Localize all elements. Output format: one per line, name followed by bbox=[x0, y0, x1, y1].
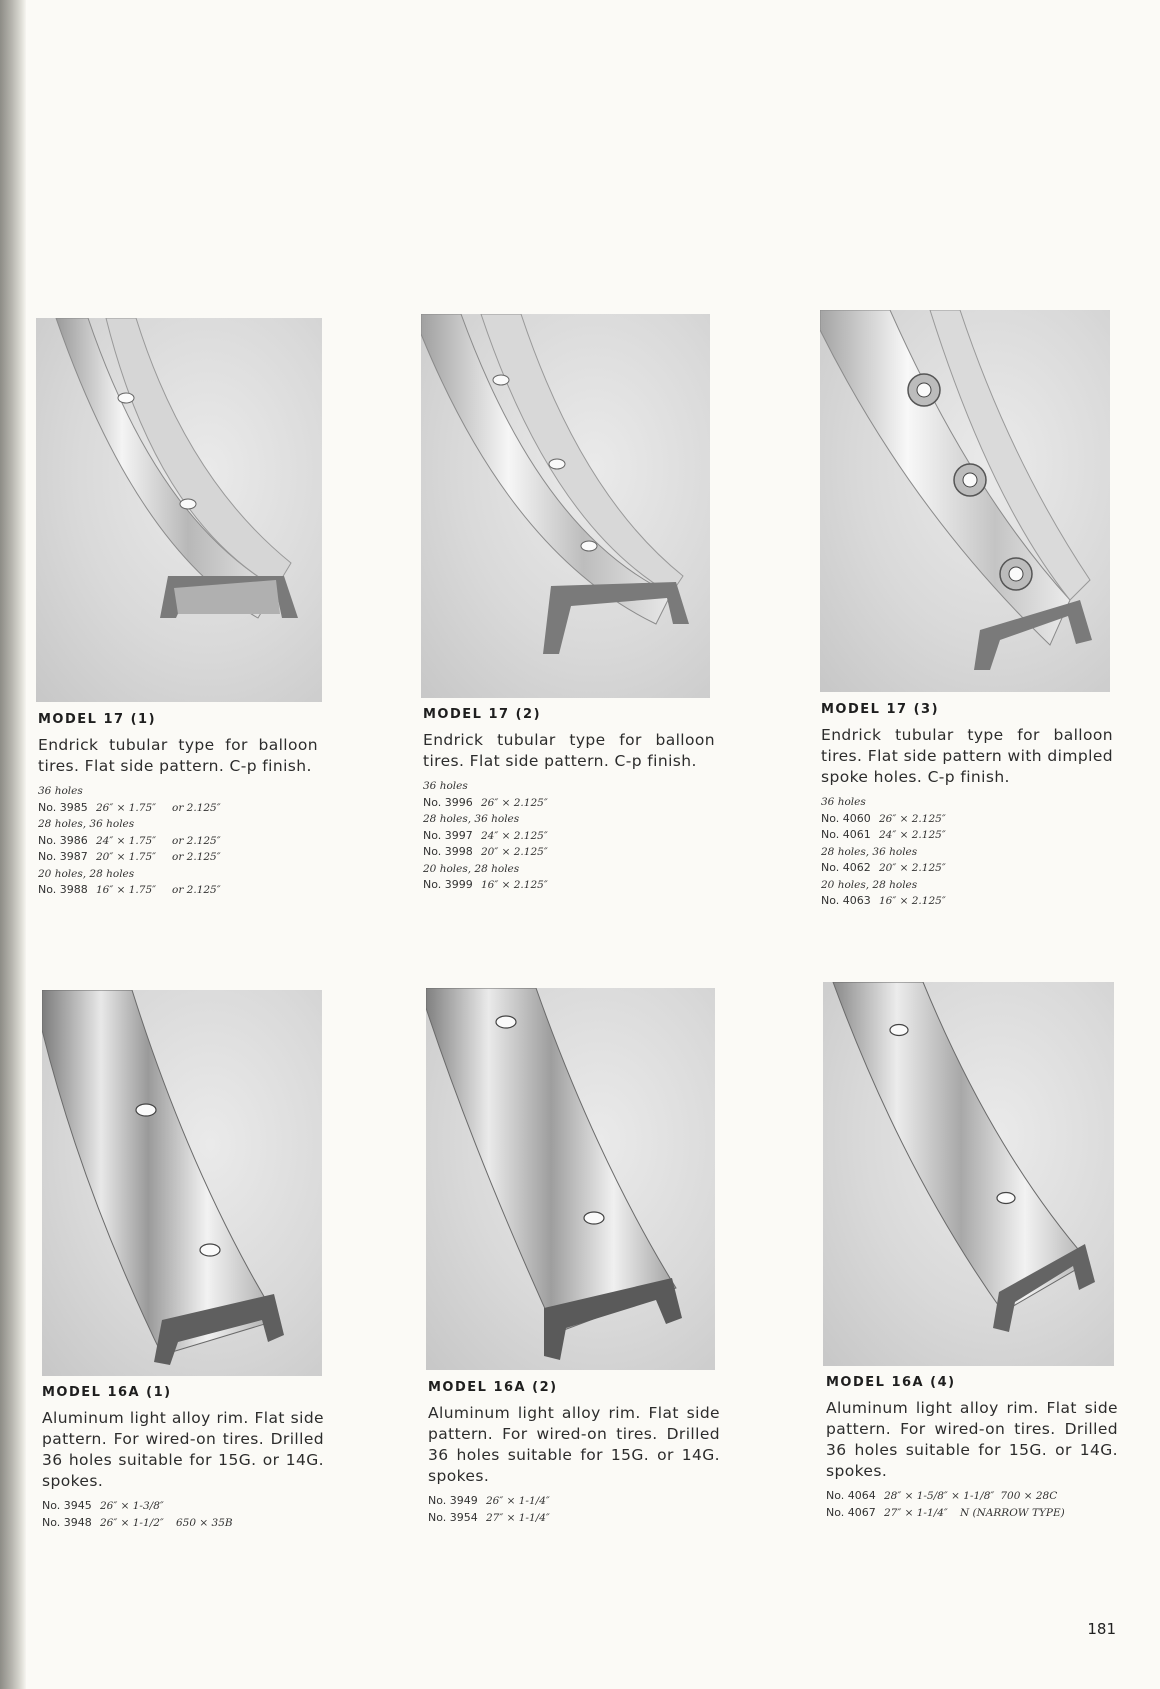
product-description: Endrick tubular type for balloon tires. Flat side pattern. C-p finish. bbox=[38, 736, 318, 775]
spec-item bbox=[423, 828, 715, 845]
spec-item bbox=[423, 877, 715, 894]
spec-hole-count: 28 holes, 36 holes bbox=[821, 845, 918, 858]
product-caption-model-17-1 bbox=[38, 712, 318, 899]
product-description: Aluminum light alloy rim. Flat side pattern. For wired-on tires. Drilled 36 holes suitable for 15G. or 14G. spokes. bbox=[428, 1404, 720, 1485]
spec-list bbox=[428, 1493, 720, 1526]
spec-item bbox=[42, 1515, 324, 1532]
spec-item bbox=[826, 1505, 1118, 1522]
spec-item bbox=[821, 860, 1113, 877]
model-title: MODEL 17 (3) bbox=[821, 702, 940, 717]
spec-item bbox=[821, 893, 1113, 910]
product-description: Aluminum light alloy rim. Flat side pattern. For wired-on tires. Drilled 36 holes suitable for 15G. or 14G. spokes. bbox=[42, 1409, 324, 1490]
rim-photo-model-17-3 bbox=[820, 310, 1110, 692]
part-number: No. 4060 bbox=[821, 811, 871, 825]
product-caption-model-16a-2 bbox=[428, 1380, 720, 1526]
rim-size: 27″ × 1-1/4″ bbox=[486, 1511, 550, 1524]
product-caption-model-17-3 bbox=[821, 702, 1113, 910]
rim-size: 26″ × 2.125″ bbox=[879, 812, 946, 825]
part-number: No. 4061 bbox=[821, 828, 871, 841]
spec-item bbox=[42, 1498, 324, 1515]
part-number: No. 3998 bbox=[423, 845, 473, 858]
part-number: No. 3954 bbox=[428, 1510, 478, 1524]
rim-photo-model-16a-4 bbox=[823, 982, 1114, 1366]
alternate-size: or 2.125″ bbox=[172, 884, 221, 896]
part-number: No. 3949 bbox=[428, 1494, 478, 1507]
spec-list bbox=[42, 1498, 324, 1531]
part-number: No. 4063 bbox=[821, 894, 871, 907]
rim-photo-model-17-1 bbox=[36, 318, 322, 702]
rim-size: 20″ × 2.125″ bbox=[481, 846, 548, 858]
spec-item bbox=[38, 849, 318, 866]
spec-list bbox=[821, 794, 1113, 910]
part-number: No. 3986 bbox=[38, 833, 88, 847]
rim-size: 20″ × 2.125″ bbox=[879, 862, 946, 874]
rim-photo-model-17-2 bbox=[421, 314, 710, 698]
spec-hole-count: 36 holes bbox=[38, 785, 83, 797]
rim-size: 24″ × 2.125″ bbox=[481, 829, 548, 842]
model-title: MODEL 17 (2) bbox=[423, 707, 542, 722]
rim-size: 26″ × 2.125″ bbox=[481, 796, 548, 809]
spec-hole-count: 36 holes bbox=[423, 780, 468, 792]
rim-size: 16″ × 1.75″ bbox=[96, 884, 157, 896]
rim-size: 16″ × 2.125″ bbox=[879, 895, 946, 907]
spec-item bbox=[423, 844, 715, 861]
alternate-size: or 2.125″ bbox=[172, 851, 221, 863]
spec-item bbox=[826, 1488, 1118, 1505]
model-title: MODEL 16A (2) bbox=[428, 1380, 558, 1395]
alternate-size: N (NARROW TYPE) bbox=[960, 1506, 1065, 1519]
part-number: No. 4064 bbox=[826, 1489, 876, 1502]
spec-item bbox=[821, 811, 1113, 828]
product-caption-model-16a-1 bbox=[42, 1385, 324, 1531]
spec-hole-count: 28 holes, 36 holes bbox=[423, 813, 520, 825]
part-number: No. 4062 bbox=[821, 861, 871, 874]
rim-photo-model-16a-1 bbox=[42, 990, 322, 1376]
spec-item bbox=[38, 800, 318, 817]
spec-item bbox=[38, 882, 318, 899]
part-number: No. 3996 bbox=[423, 795, 473, 809]
product-description: Endrick tubular type for balloon tires. Flat side pattern with dimpled spoke holes. C-p finish. bbox=[821, 726, 1113, 786]
part-number: No. 3988 bbox=[38, 883, 88, 896]
part-number: No. 3948 bbox=[42, 1515, 92, 1529]
alternate-size: or 2.125″ bbox=[172, 834, 221, 847]
part-number: No. 3985 bbox=[38, 800, 88, 814]
spec-item bbox=[38, 833, 318, 850]
rim-size: 26″ × 1.75″ bbox=[96, 801, 157, 814]
rim-size: 27″ × 1-1/4″ bbox=[884, 1506, 948, 1519]
model-title: MODEL 17 (1) bbox=[38, 712, 157, 727]
rim-size: 16″ × 2.125″ bbox=[481, 879, 548, 891]
rim-size: 26″ × 1-1/2″ bbox=[100, 1516, 164, 1529]
alternate-size: 650 × 35B bbox=[176, 1516, 233, 1529]
product-description: Aluminum light alloy rim. Flat side pattern. For wired-on tires. Drilled 36 holes suitable for 15G. or 14G. spokes. bbox=[826, 1399, 1118, 1480]
alternate-size: 700 × 28C bbox=[1000, 1490, 1058, 1502]
rim-size: 28″ × 1-5/8″ × 1-1/8″ bbox=[884, 1490, 995, 1502]
product-description: Endrick tubular type for balloon tires. Flat side pattern. C-p finish. bbox=[423, 731, 715, 770]
spec-hole-count: 20 holes, 28 holes bbox=[38, 867, 135, 880]
page-number: 181 bbox=[1087, 1620, 1116, 1638]
page-binding-shadow bbox=[0, 0, 26, 1689]
spec-item bbox=[821, 827, 1113, 844]
rim-size: 26″ × 1-3/8″ bbox=[100, 1500, 164, 1512]
spec-hole-count: 28 holes, 36 holes bbox=[38, 818, 135, 830]
rim-size: 24″ × 1.75″ bbox=[96, 834, 157, 847]
rim-size: 26″ × 1-1/4″ bbox=[486, 1495, 550, 1507]
part-number: No. 3999 bbox=[423, 878, 473, 891]
rim-size: 24″ × 2.125″ bbox=[879, 829, 946, 841]
spec-item bbox=[423, 795, 715, 812]
spec-hole-count: 20 holes, 28 holes bbox=[423, 862, 520, 875]
spec-list bbox=[38, 783, 318, 899]
spec-item bbox=[428, 1493, 720, 1510]
model-title: MODEL 16A (4) bbox=[826, 1375, 956, 1390]
part-number: No. 3945 bbox=[42, 1499, 92, 1512]
part-number: No. 3987 bbox=[38, 850, 88, 863]
alternate-size: or 2.125″ bbox=[172, 801, 221, 814]
model-title: MODEL 16A (1) bbox=[42, 1385, 172, 1400]
product-caption-model-16a-4 bbox=[826, 1375, 1118, 1521]
rim-size: 20″ × 1.75″ bbox=[96, 851, 157, 863]
part-number: No. 3997 bbox=[423, 828, 473, 842]
spec-list bbox=[826, 1488, 1118, 1521]
spec-list bbox=[423, 778, 715, 894]
spec-item bbox=[428, 1510, 720, 1527]
rim-photo-model-16a-2 bbox=[426, 988, 715, 1370]
spec-hole-count: 20 holes, 28 holes bbox=[821, 878, 918, 891]
product-caption-model-17-2 bbox=[423, 707, 715, 894]
part-number: No. 4067 bbox=[826, 1505, 876, 1519]
spec-hole-count: 36 holes bbox=[821, 796, 866, 808]
